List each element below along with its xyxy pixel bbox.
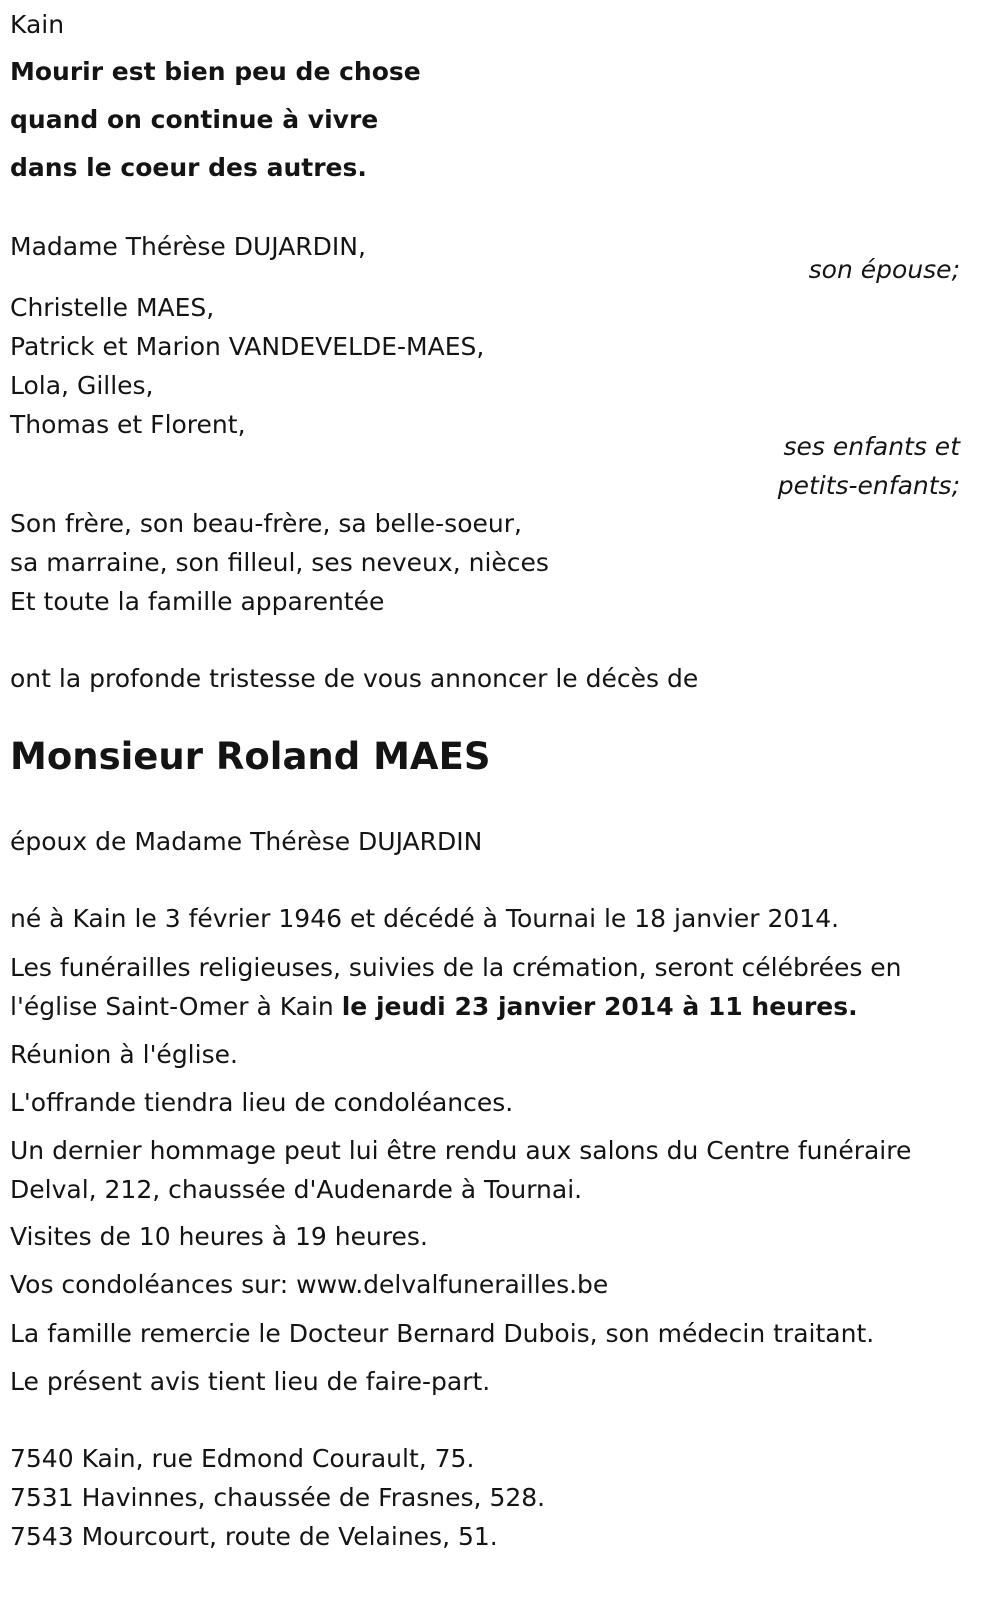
funeral-line: Les funérailles religieuses, suivies de la crémation, seront célébrées en — [10, 953, 902, 982]
tribute-line: Delval, 212, chaussée d'Audenarde à Tournai. — [10, 1175, 583, 1204]
family-line: Et toute la famille apparentée — [10, 587, 385, 616]
children-line: Lola, Gilles, — [10, 371, 154, 400]
children-line: Christelle MAES, — [10, 293, 215, 322]
visits: Visites de 10 heures à 19 heures. — [10, 1222, 428, 1251]
children-list — [10, 288, 484, 444]
spouse-relation: son épouse; — [808, 255, 960, 284]
address-line: 7543 Mourcourt, route de Velaines, 51. — [10, 1522, 498, 1551]
children-relation — [778, 427, 960, 505]
motto — [10, 48, 421, 192]
family-list — [10, 504, 549, 621]
motto-line: quand on continue à vivre — [10, 105, 379, 134]
reunion: Réunion à l'église. — [10, 1040, 238, 1069]
tribute — [10, 1131, 911, 1209]
condolences: Vos condoléances sur: www.delvalfunerailles.be — [10, 1270, 609, 1299]
motto-line: Mourir est bien peu de chose — [10, 57, 421, 86]
spouse-of: époux de Madame Thérèse DUJARDIN — [10, 827, 483, 856]
announcement: ont la profonde tristesse de vous annoncer le décès de — [10, 664, 699, 693]
address-line: 7540 Kain, rue Edmond Courault, 75. — [10, 1444, 475, 1473]
family-line: sa marraine, son filleul, ses neveux, nièces — [10, 548, 549, 577]
children-line: Thomas et Florent, — [10, 410, 246, 439]
location: Kain — [10, 10, 65, 39]
children-relation-line: petits-enfants; — [777, 471, 960, 500]
offering: L'offrande tiendra lieu de condoléances. — [10, 1088, 514, 1117]
children-relation-line: ses enfants et — [783, 432, 960, 461]
addresses — [10, 1439, 545, 1556]
funeral-line — [10, 987, 902, 1026]
family-line: Son frère, son beau-frère, sa belle-soeur, — [10, 509, 522, 538]
notice: Le présent avis tient lieu de faire-part. — [10, 1367, 491, 1396]
tribute-line: Un dernier hommage peut lui être rendu aux salons du Centre funéraire — [10, 1136, 912, 1165]
children-line: Patrick et Marion VANDEVELDE-MAES, — [10, 332, 485, 361]
deceased-name: Monsieur Roland MAES — [10, 735, 491, 778]
spouse-name: Madame Thérèse DUJARDIN, — [10, 232, 366, 261]
funeral-date: le jeudi 23 janvier 2014 à 11 heures. — [341, 992, 858, 1021]
funeral-location: l'église Saint-Omer à Kain — [10, 992, 342, 1021]
address-line: 7531 Havinnes, chaussée de Frasnes, 528. — [10, 1483, 546, 1512]
funeral-details — [10, 948, 902, 1026]
thanks: La famille remercie le Docteur Bernard Dubois, son médecin traitant. — [10, 1319, 875, 1348]
birth-death: né à Kain le 3 février 1946 et décédé à Tournai le 18 janvier 2014. — [10, 904, 840, 933]
motto-line: dans le coeur des autres. — [10, 153, 367, 182]
